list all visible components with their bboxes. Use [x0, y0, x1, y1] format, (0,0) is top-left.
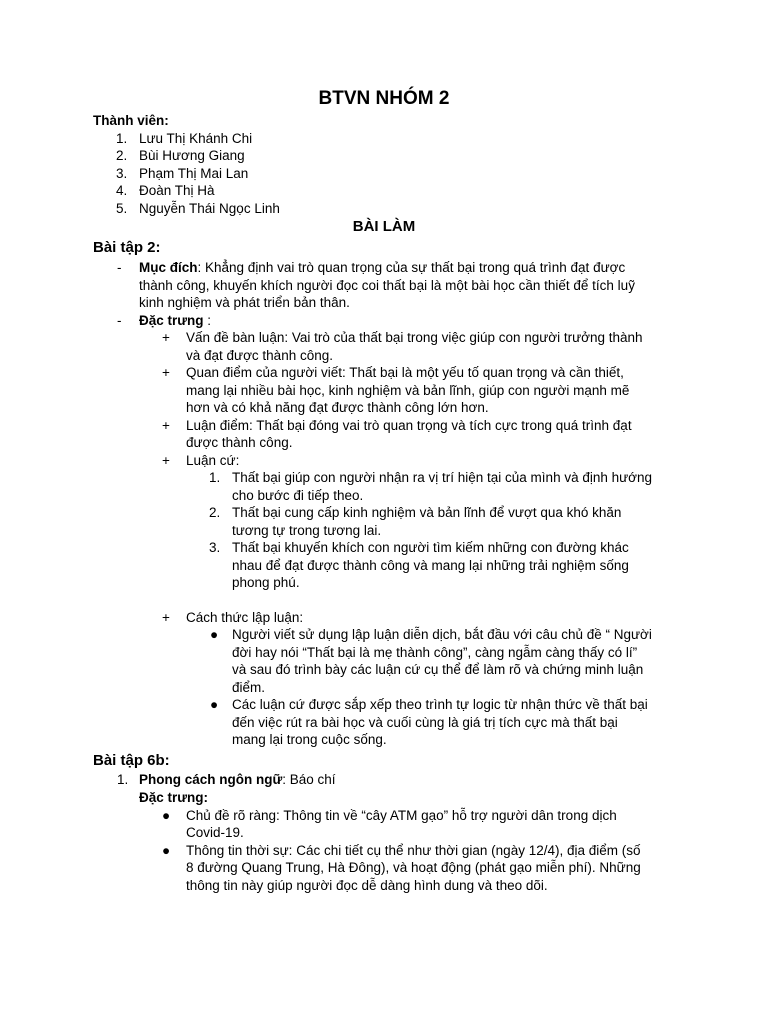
style-label: Phong cách ngôn ngữ: [139, 772, 283, 787]
viewpoint-text: hơn và có khả năng đạt được thành công lớn hơn.: [186, 400, 489, 415]
style-value: : Báo chí: [282, 772, 336, 787]
purpose-text: : Khẳng định vai trò quan trọng của sự thất bại trong quá trình đạt được: [197, 260, 626, 275]
member-number: 5.: [116, 200, 128, 216]
dash-marker: -: [117, 260, 122, 275]
bullet-marker: ●: [162, 807, 171, 823]
member-name: Nguyễn Thái Ngọc Linh: [139, 200, 280, 216]
member-number: 2.: [116, 148, 128, 163]
exercise-6b-heading: Bài tập 6b:: [93, 752, 170, 769]
style-line: [139, 771, 336, 789]
evidence-text: Thất bại cung cấp kinh nghiệm và bản lĩnh để vượt qua khó khăn: [232, 505, 622, 520]
member-name: Lưu Thị Khánh Chi: [139, 130, 253, 146]
method-text: mang lại trong cuộc sống.: [232, 732, 387, 747]
plus-marker: +: [162, 452, 170, 468]
plus-marker: +: [162, 365, 170, 380]
viewpoint-text: Quan điểm của người viết: Thất bại là một yếu tố quan trọng và cần thiết,: [186, 365, 624, 380]
evidence-text: Thất bại giúp con người nhận ra vị trí hiện tại của mình và định hướng: [232, 470, 653, 485]
method-text: Người viết sử dụng lập luận diễn dịch, bắt đầu với câu chủ đề “ Người: [232, 627, 652, 642]
feature-text: Thông tin thời sự: Các chi tiết cụ thể như thời gian (ngày 12/4), địa điểm (số: [186, 842, 641, 858]
member-name: Phạm Thị Mai Lan: [139, 165, 249, 181]
evidence-text: nhau để đạt được thành công và mang lại những trải nghiệm sống: [232, 557, 629, 573]
evidence-number: 2.: [209, 505, 221, 520]
purpose-line: [139, 259, 625, 277]
purpose-label: Mục đích: [139, 260, 198, 275]
feature-text: Covid-19.: [186, 825, 244, 840]
method-text: đời hay nói “Thất bại là mẹ thành công”, càng ngẫm càng thấy có lí”: [232, 644, 638, 660]
section-title: BÀI LÀM: [352, 218, 416, 235]
evidence-number: 1.: [209, 470, 221, 485]
method-text: điểm.: [232, 679, 266, 695]
evidence-text: Thất bại khuyến khích con người tìm kiếm những con đường khác: [232, 540, 629, 555]
members-label: Thành viên:: [93, 113, 169, 128]
method-text: và sau đó trình bày các luận cứ cụ thể để làm rõ và chứng minh luận: [232, 662, 644, 677]
exercise-2-heading: Bài tập 2:: [93, 239, 161, 256]
plus-marker: +: [162, 609, 170, 625]
member-number: 4.: [116, 183, 128, 198]
evidence-text: tương tự trong tương lai.: [232, 522, 382, 538]
features-label: Đặc trưng: [139, 312, 204, 328]
features-6b-label: Đặc trưng:: [139, 790, 209, 805]
bullet-marker: ●: [210, 697, 219, 712]
dash-marker: -: [117, 312, 122, 328]
argument-text: được thành công.: [186, 435, 293, 450]
feature-text: 8 đường Quang Trung, Hà Đông), và hoạt động (phát gạo miễn phí). Những: [186, 860, 641, 875]
method-text: Các luận cứ được sắp xếp theo trình tự logic từ nhận thức về thất bại: [232, 697, 648, 712]
member-number: 1.: [116, 130, 128, 146]
evidence-number: 3.: [209, 540, 221, 555]
member-name: Bùi Hương Giang: [139, 148, 245, 163]
argument-text: Luận điểm: Thất bại đóng vai trò quan trọng và tích cực trong quá trình đạt: [186, 417, 632, 433]
feature-text: thông tin này giúp người đọc dễ dàng hình dung và theo dõi.: [186, 877, 548, 893]
issue-text: Vấn đề bàn luận: Vai trò của thất bại trong việc giúp con người trưởng thành: [186, 330, 643, 345]
method-label: Cách thức lập luận:: [186, 609, 304, 625]
member-number: 3.: [116, 165, 128, 181]
purpose-text-line: kinh nghiệm và phát triển bản thân.: [139, 295, 350, 310]
method-text: đến việc rút ra bài học và cuối cùng là giá trị tích cực mà thất bại: [232, 714, 618, 730]
document-title: BTVN NHÓM 2: [318, 88, 450, 109]
evidence-text: phong phú.: [232, 575, 300, 590]
feature-text: Chủ đề rõ ràng: Thông tin về “cây ATM gạo” hỗ trợ người dân trong dịch: [186, 807, 617, 823]
plus-marker: +: [162, 330, 170, 345]
plus-marker: +: [162, 417, 170, 433]
features-suffix: :: [203, 312, 212, 328]
bullet-marker: ●: [162, 842, 171, 858]
evidence-text: cho bước đi tiếp theo.: [232, 487, 364, 503]
viewpoint-text: mang lại nhiều bài học, kinh nghiệm và bản lĩnh, giúp con người mạnh mẽ: [186, 382, 630, 398]
purpose-text-line: thành công, khuyến khích người đọc coi thất bại là một bài học cần thiết để tích luỹ: [139, 277, 635, 293]
bullet-marker: ●: [210, 627, 219, 642]
evidence-label: Luận cứ:: [186, 452, 240, 468]
features-line: [139, 312, 211, 330]
list-number: 1.: [117, 772, 129, 787]
issue-text: và đạt được thành công.: [186, 347, 333, 363]
member-name: Đoàn Thị Hà: [139, 183, 215, 198]
